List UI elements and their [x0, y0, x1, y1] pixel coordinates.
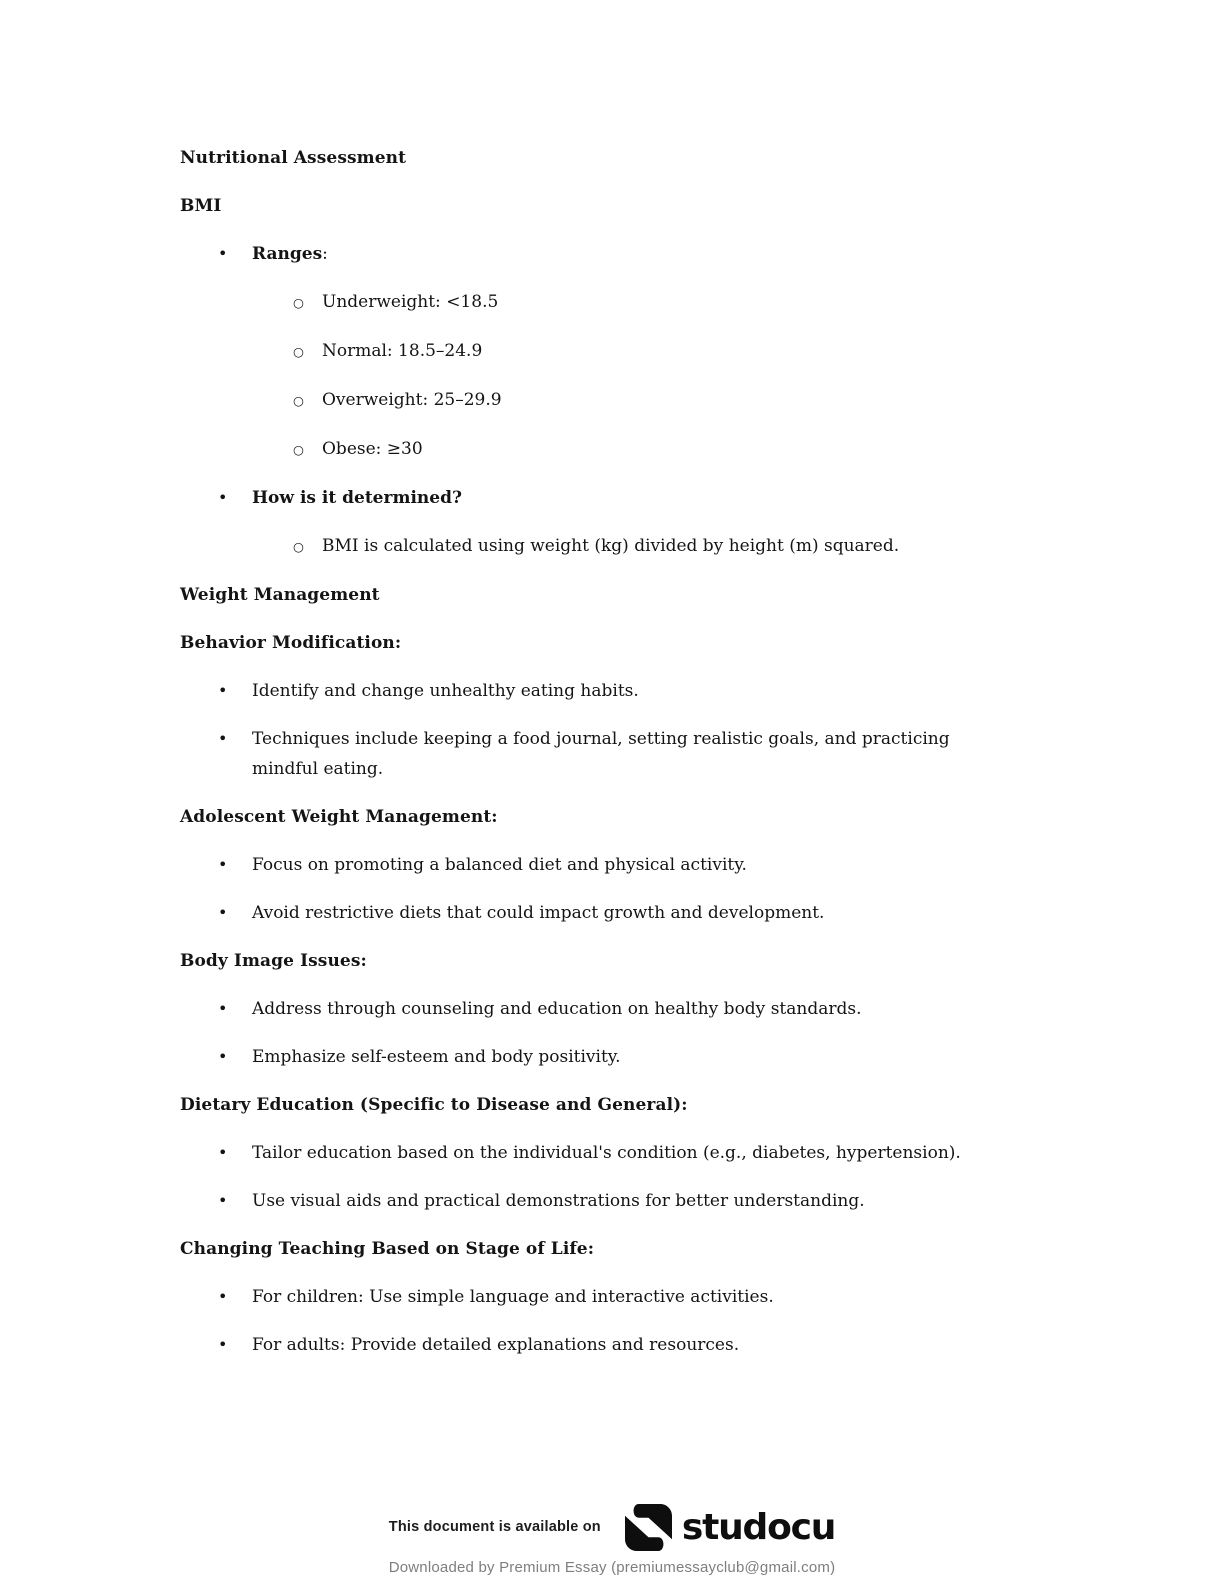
list-item	[180, 385, 1014, 416]
list-item-text: BMI is calculated using weight (kg) divided by height (m) squared.	[322, 536, 900, 556]
list-item	[180, 994, 1014, 1024]
bullet-circle-icon: ○	[293, 393, 304, 408]
footer-availability-row	[0, 1500, 1224, 1554]
list-item	[180, 1282, 1014, 1312]
list-item-text: Focus on promoting a balanced diet and physical activity.	[252, 855, 747, 875]
section-heading: Body Image Issues:	[180, 951, 367, 971]
footer-downloaded-text: Downloaded by Premium Essay (premiumessayclub@gmail.com)	[388, 1559, 836, 1576]
section-heading: BMI	[180, 196, 222, 216]
bullet-disc-icon: •	[218, 1191, 228, 1210]
section-heading: Changing Teaching Based on Stage of Life:	[180, 1239, 595, 1259]
list-item-text: How is it determined?	[252, 488, 462, 508]
list-item	[180, 239, 1014, 269]
list-item-text: Normal: 18.5–24.9	[322, 341, 483, 361]
list-item-text: For adults: Provide detailed explanations and resources.	[252, 1335, 740, 1355]
document-content	[180, 143, 1014, 1378]
bullet-circle-icon: ○	[293, 539, 304, 554]
list-item	[180, 850, 1014, 880]
list-item	[180, 676, 1014, 706]
list-item	[180, 531, 1014, 562]
list-item	[180, 483, 1014, 513]
bullet-disc-icon: •	[218, 903, 228, 922]
studocu-wordmark: studocu	[681, 1506, 836, 1548]
list-item	[180, 287, 1014, 318]
list-item	[180, 724, 1014, 784]
section-heading: Behavior Modification:	[180, 633, 402, 653]
list-item-text: Avoid restrictive diets that could impact growth and development.	[252, 903, 825, 923]
list-item	[180, 1330, 1014, 1360]
list-item-text: For children: Use simple language and interactive activities.	[252, 1287, 774, 1307]
bullet-disc-icon: •	[218, 855, 228, 874]
list-item	[180, 336, 1014, 367]
list-item	[180, 434, 1014, 465]
bullet-disc-icon: •	[218, 1287, 228, 1306]
list-item	[180, 898, 1014, 928]
bullet-disc-icon: •	[218, 681, 228, 700]
bullet-disc-icon: •	[218, 1335, 228, 1354]
section-heading: Adolescent Weight Management:	[180, 807, 498, 827]
list-item-text: Address through counseling and education on healthy body standards.	[252, 999, 862, 1019]
bullet-disc-icon: •	[218, 1143, 228, 1162]
list-item	[180, 1186, 1014, 1216]
section-heading: Nutritional Assessment	[180, 148, 407, 168]
bullet-disc-icon: •	[218, 244, 228, 263]
bullet-circle-icon: ○	[293, 344, 304, 359]
bullet-circle-icon: ○	[293, 442, 304, 457]
section-heading: Dietary Education (Specific to Disease and General):	[180, 1095, 688, 1115]
list-item-text: Identify and change unhealthy eating habits.	[252, 681, 639, 701]
list-item-text: Obese: ≥30	[322, 439, 423, 459]
studocu-logo-icon	[625, 1502, 672, 1553]
list-item	[180, 1138, 1014, 1168]
list-item-text: Ranges:	[252, 244, 328, 264]
page-footer	[0, 1500, 1224, 1576]
list-item	[180, 1042, 1014, 1072]
bullet-disc-icon: •	[218, 488, 228, 507]
bullet-disc-icon: •	[218, 1047, 228, 1066]
list-item-suffix: :	[322, 244, 328, 264]
bullet-disc-icon: •	[218, 999, 228, 1018]
list-item-text: Tailor education based on the individual's condition (e.g., diabetes, hypertension).	[252, 1143, 961, 1163]
studocu-logo[interactable]	[625, 1502, 835, 1553]
list-item-text: Overweight: 25–29.9	[322, 390, 502, 410]
section-heading: Weight Management	[180, 585, 380, 605]
list-item-text: Emphasize self-esteem and body positivity.	[252, 1047, 621, 1067]
list-item-text: Underweight: <18.5	[322, 292, 499, 312]
bullet-disc-icon: •	[218, 729, 228, 748]
list-item-text: Techniques include keeping a food journal, setting realistic goals, and practicing mindful eating.	[252, 729, 950, 779]
footer-available-text: This document is available on	[388, 1519, 601, 1535]
bullet-circle-icon: ○	[293, 295, 304, 310]
list-item-text: Use visual aids and practical demonstrations for better understanding.	[252, 1191, 865, 1211]
